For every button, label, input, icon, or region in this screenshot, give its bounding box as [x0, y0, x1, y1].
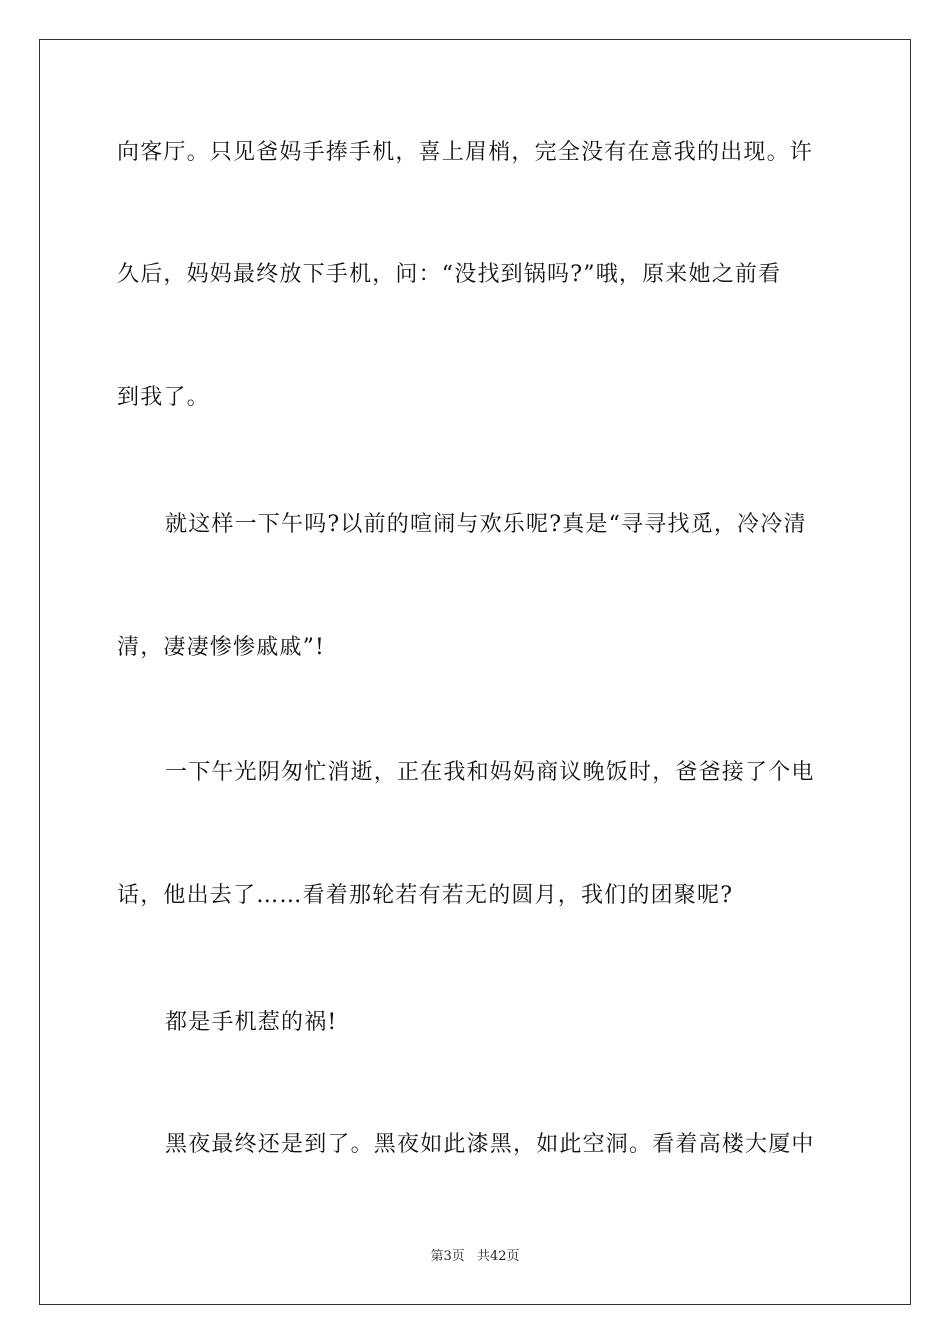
paragraph-line-7: 话，他出去了……看着那轮若有若无的圆月，我们的团聚呢? [117, 883, 734, 908]
paragraph-line-8: 都是手机惹的祸! [165, 1010, 338, 1035]
paragraph-line-6: 一下午光阴匆忙消逝，正在我和妈妈商议晚饭时，爸爸接了个电 [165, 760, 815, 785]
page-number-total: 共42页 [476, 1249, 520, 1264]
paragraph-line-2: 久后，妈妈最终放下手机，问：“没找到锅吗?”哦，原来她之前看 [117, 262, 782, 287]
paragraph-line-5: 清，凄凄惨惨戚戚”! [117, 635, 326, 660]
page-number-current: 第3页 [430, 1249, 465, 1264]
paragraph-line-3: 到我了。 [117, 385, 210, 410]
page-footer [0, 1248, 950, 1266]
paragraph-line-9: 黑夜最终还是到了。黑夜如此漆黑，如此空洞。看着高楼大厦中 [165, 1132, 815, 1157]
page-border [39, 39, 911, 1305]
paragraph-line-4: 就这样一下午吗?以前的喧闹与欢乐呢?真是“寻寻找觅，冷冷清 [165, 512, 807, 537]
paragraph-line-1: 向客厅。只见爸妈手捧手机，喜上眉梢，完全没有在意我的出现。许 [117, 140, 814, 165]
